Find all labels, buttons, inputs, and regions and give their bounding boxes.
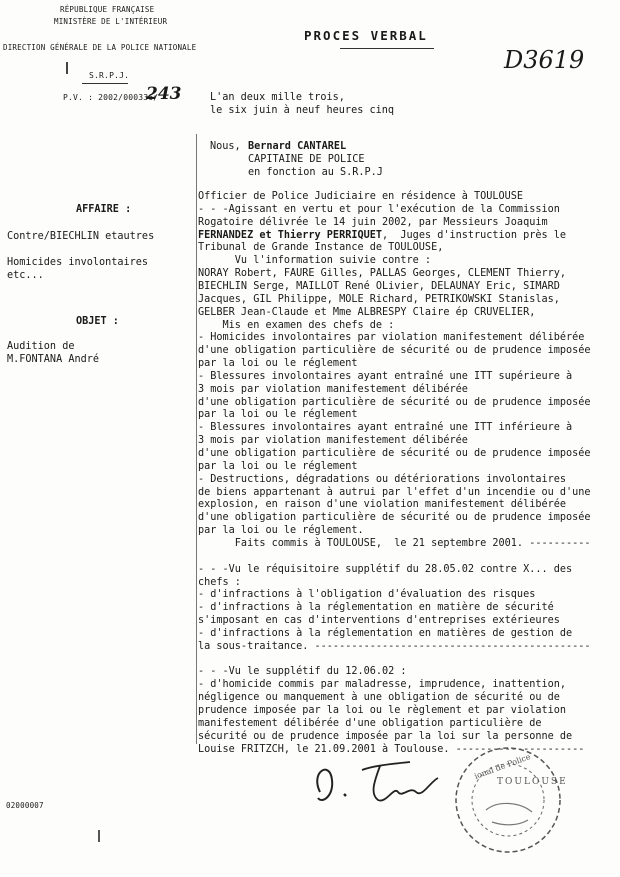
srpj-label: S.R.P.J. xyxy=(89,71,130,80)
body-line: d'une obligation particulière de sécurité ou de prudence imposée xyxy=(198,396,591,408)
body-line: FERNANDEZ et Thierry PERRIQUET, Juges d'instruction près le xyxy=(198,229,567,241)
body-line: par la loi ou le réglement xyxy=(198,460,358,472)
body-line: Rogatoire délivrée le 14 juin 2002, par Messieurs Joaquim xyxy=(198,216,548,228)
body-line: s'imposant en cas d'interventions d'entreprises extérieures xyxy=(198,615,560,627)
body-line: Officier de Police Judiciaire en résidence à TOULOUSE xyxy=(198,191,524,202)
document-code: 02000007 xyxy=(6,801,44,810)
body-line: par la loi ou le réglement xyxy=(198,409,358,421)
body-line: négligence ou manquement à une obligation de sécurité ou de xyxy=(198,692,560,704)
affaire-heading: AFFAIRE : xyxy=(76,204,132,215)
document-title: PROCES VERBAL xyxy=(304,28,428,43)
body-line: - d'homicide commis par maladresse, imprudence, inattention, xyxy=(198,679,567,691)
objet-line: Audition de xyxy=(7,341,75,352)
body-line: NORAY Robert, FAURE Gilles, PALLAS Georges, CLEMENT Thierry, xyxy=(198,268,567,280)
body-line: sécurité ou de prudence imposée par la loi sur la personne de xyxy=(198,730,573,742)
body-line: Jacques, GIL Philippe, MOLE Richard, PETRIKOWSKI Stanislas, xyxy=(198,293,560,305)
body-line: - d'infractions à la réglementation en matière de sécurité xyxy=(198,602,554,614)
ministere-label: MINISTÈRE DE L'INTÉRIEUR xyxy=(54,17,168,26)
body-line: - - -Vu le supplétif du 12.06.02 : xyxy=(198,666,407,678)
handwritten-reference: D3619 xyxy=(504,46,585,74)
body-line: - d'infractions à l'obligation d'évaluation des risques xyxy=(198,589,536,601)
body-line: Faits commis à TOULOUSE, le 21 septembre 2001. ---------- xyxy=(198,537,591,549)
body-line: explosion, en raison d'une violation manifestement délibérée xyxy=(198,499,567,511)
body-line: d'une obligation particulière de sécurité ou de prudence imposée xyxy=(198,448,591,459)
body-line: - - -Agissant en vertu et pour l'exécution de la Commission xyxy=(198,203,560,215)
body-line: par la loi ou le réglement xyxy=(198,358,358,370)
slash-mark xyxy=(66,62,68,74)
body-line: Louise FRITZCH, le 21.09.2001 à Toulouse. --------------------- xyxy=(198,743,585,755)
body-line: prudence imposée par la loi ou le règlement et par violation xyxy=(198,705,567,716)
date-line-2: le six juin à neuf heures cinq xyxy=(210,105,395,116)
body-line: manifestement délibérée d'une obligation particulière de xyxy=(198,717,542,729)
officer-rank: CAPITAINE DE POLICE xyxy=(248,154,365,165)
margin-mark xyxy=(98,830,100,842)
officer-post: en fonction au S.R.P.J xyxy=(248,167,383,178)
officer-name: Bernard CANTAREL xyxy=(248,141,347,152)
title-underline xyxy=(340,48,434,49)
body-line: - Destructions, dégradations ou détériorations involontaires xyxy=(198,473,567,485)
body-line: Mis en examen des chefs de : xyxy=(198,319,395,331)
body-line: d'une obligation particulière de sécurité ou de prudence imposée xyxy=(198,345,591,357)
direction-label: DIRECTION GÉNÉRALE DE LA POLICE NATIONALE xyxy=(3,43,197,52)
body-line: - Homicides involontaires par violation manifestement délibérée xyxy=(198,332,585,344)
body-line: GELBER Jean-Claude et Mme ALBRESPY Claire ép CRUVELIER, xyxy=(198,306,536,318)
body-line: la sous-traitance. --------------------------------------------- xyxy=(198,640,591,652)
body-line: Tribunal de Grande Instance de TOULOUSE, xyxy=(198,242,444,254)
margin-rule xyxy=(196,134,197,744)
body-line: BIECHLIN Serge, MAILLOT René OLivier, DELAUNAY Eric, SIMARD xyxy=(198,280,560,292)
body-line: chefs : xyxy=(198,576,241,588)
date-line-1: L'an deux mille trois, xyxy=(210,92,345,103)
body-line: - Blessures involontaires ayant entraîné une ITT supérieure à xyxy=(198,370,573,382)
nous-label: Nous, xyxy=(210,141,247,152)
body-line: Vu l'information suivie contre : xyxy=(198,255,432,267)
body-line: - - -Vu le réquisitoire supplétif du 28.05.02 contre X... des xyxy=(198,563,573,575)
affaire-line: Homicides involontaires xyxy=(7,257,149,268)
affaire-line: etc... xyxy=(7,270,44,281)
body-line: - Blessures involontaires ayant entraîné une ITT inférieure à xyxy=(198,422,573,434)
body-line: - d'infractions à la réglementation en matières de gestion de xyxy=(198,627,573,639)
stamp-text: TOULOUSE xyxy=(497,777,568,787)
pv-number: P.V. : 2002/000336/ xyxy=(63,93,159,102)
body-line: d'une obligation particulière de sécurité ou de prudence imposée xyxy=(198,512,591,524)
affaire-line: Contre/BIECHLIN etautres xyxy=(7,231,155,242)
objet-line: M.FONTANA André xyxy=(7,354,100,365)
signature xyxy=(300,752,460,812)
stamp-text: ional de Police xyxy=(473,752,532,781)
republique-label: RÉPUBLIQUE FRANÇAISE xyxy=(60,5,155,14)
body-line: de biens appartenant à autrui par l'effet d'un incendie ou d'une xyxy=(198,486,591,498)
body-line: 3 mois par violation manifestement délibérée xyxy=(198,383,468,395)
body-line: par la loi ou le réglement. xyxy=(198,525,364,537)
srpj-underline xyxy=(82,83,128,84)
objet-heading: OBJET : xyxy=(76,316,119,327)
pv-handwritten-number: 243 xyxy=(146,84,182,104)
body-line: 3 mois par violation manifestement délibérée xyxy=(198,435,468,447)
official-stamp xyxy=(448,740,568,860)
